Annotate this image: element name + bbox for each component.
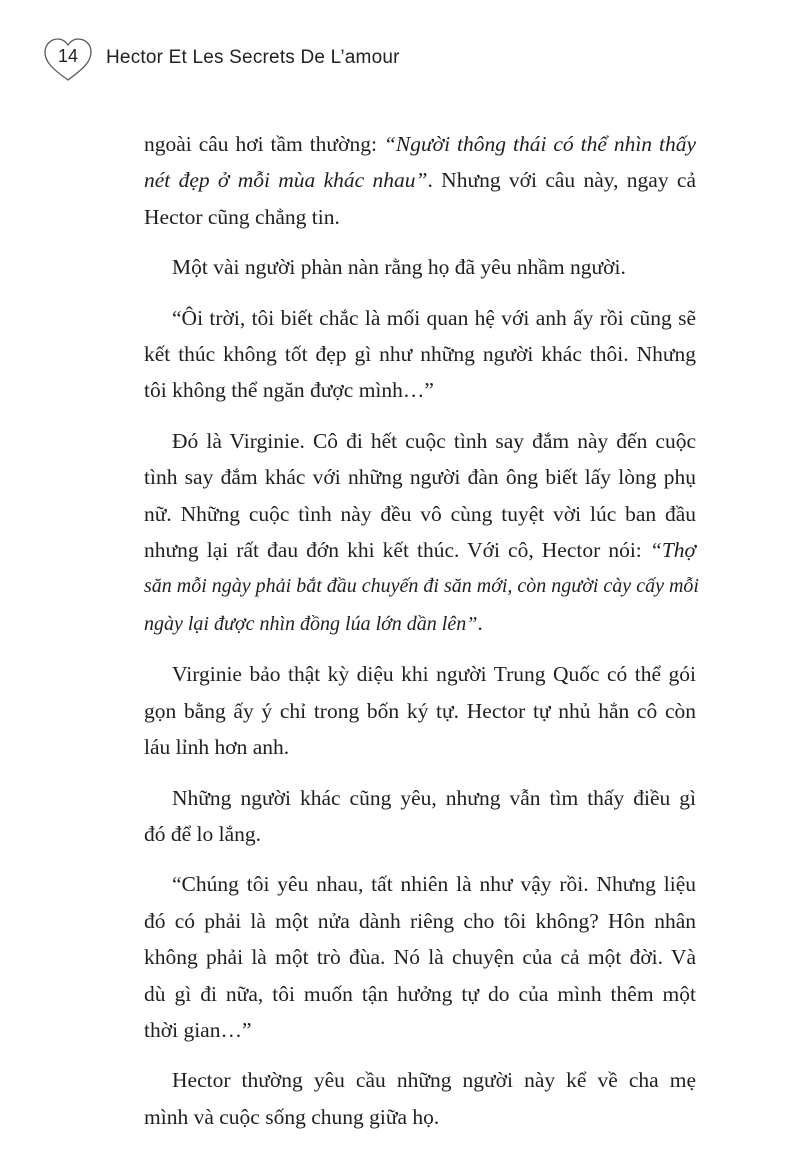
- text-line: “Ôi trời, tôi biết chắc là mối quan hệ với anh ấy rồi cũng sẽ: [172, 305, 696, 330]
- italic-quote: săn mỗi ngày phải bắt đầu chuyến đi săn mới, còn người cày cấy mỗi: [144, 575, 699, 598]
- text-line: ngoài câu hơi tầm thường: “Người thông thái có thể nhìn thấy: [144, 132, 696, 156]
- text-line: ngày lại được nhìn đồng lúa lớn dần lên”.: [144, 610, 483, 635]
- text-line: Hector cũng chẳng tin.: [144, 204, 340, 229]
- paragraph: [144, 249, 696, 285]
- body-text: [144, 126, 699, 1149]
- italic-quote: nét đẹp ở mỗi mùa khác nhau”: [144, 168, 428, 193]
- paragraph: [144, 656, 696, 765]
- paragraph: [144, 780, 696, 853]
- text-line: kết thúc không tốt đẹp gì như những người khác thôi. Nhưng: [144, 342, 696, 367]
- running-title: Hector Et Les Secrets De L’amour: [106, 47, 400, 68]
- paragraph: [144, 423, 699, 642]
- paragraph: [144, 300, 696, 409]
- paragraph: [144, 1062, 696, 1135]
- text-line: không phải là một trò đùa. Nó là chuyện của cả một đời. Và: [144, 945, 696, 970]
- text-line: nét đẹp ở mỗi mùa khác nhau”. Nhưng với câu này, ngay cả: [144, 168, 696, 193]
- text-line: đó để lo lắng.: [144, 821, 262, 846]
- text-line: thời gian…”: [144, 1017, 252, 1042]
- text-line: Hector thường yêu cầu những người này kể về cha mẹ: [172, 1068, 696, 1093]
- text-line: Những người khác cũng yêu, nhưng vẫn tìm thấy điều gì: [172, 785, 696, 810]
- text-line: gọn bằng ấy ý chỉ trong bốn ký tự. Hector tự nhủ hẳn cô còn: [144, 698, 696, 723]
- text-line: láu lỉnh hơn anh.: [144, 735, 290, 760]
- italic-quote: “Thợ: [649, 538, 696, 563]
- paragraph: [144, 866, 696, 1048]
- text-line: tình say đắm khác với những người đàn ông biết lấy lòng phụ: [144, 465, 696, 490]
- page-number: 14: [57, 46, 79, 66]
- italic-quote: “Người thông thái có thể nhìn thấy: [383, 132, 696, 156]
- heart-page-badge: [40, 36, 96, 84]
- text-line: [144, 568, 699, 604]
- text-line: dù gì đi nữa, tôi muốn tận hưởng tự do của mình thêm một: [144, 981, 696, 1006]
- paragraph: [144, 126, 696, 235]
- text-line: Đó là Virginie. Cô đi hết cuộc tình say đắm này đến cuộc: [172, 428, 696, 453]
- text-line: nhưng lại rất đau đớn khi kết thúc. Với cô, Hector nói: “Thợ: [144, 538, 696, 563]
- text-line: đó có phải là một nửa dành riêng cho tôi không? Hôn nhân: [144, 908, 696, 933]
- text-line: Một vài người phàn nàn rằng họ đã yêu nhầm người.: [172, 255, 626, 280]
- text-line: “Chúng tôi yêu nhau, tất nhiên là như vậy rồi. Nhưng liệu: [172, 872, 696, 897]
- text-line: mình và cuộc sống chung giữa họ.: [144, 1104, 440, 1129]
- text-line: tôi không thể ngăn được mình…”: [144, 378, 434, 403]
- text-line: Virginie bảo thật kỳ diệu khi người Trung Quốc có thể gói: [172, 662, 696, 687]
- text-line: nữ. Những cuộc tình này đều vô cùng tuyệt vời lúc ban đầu: [144, 501, 696, 526]
- page-header: [40, 36, 400, 84]
- italic-quote: ngày lại được nhìn đồng lúa lớn dần lên”: [144, 612, 478, 635]
